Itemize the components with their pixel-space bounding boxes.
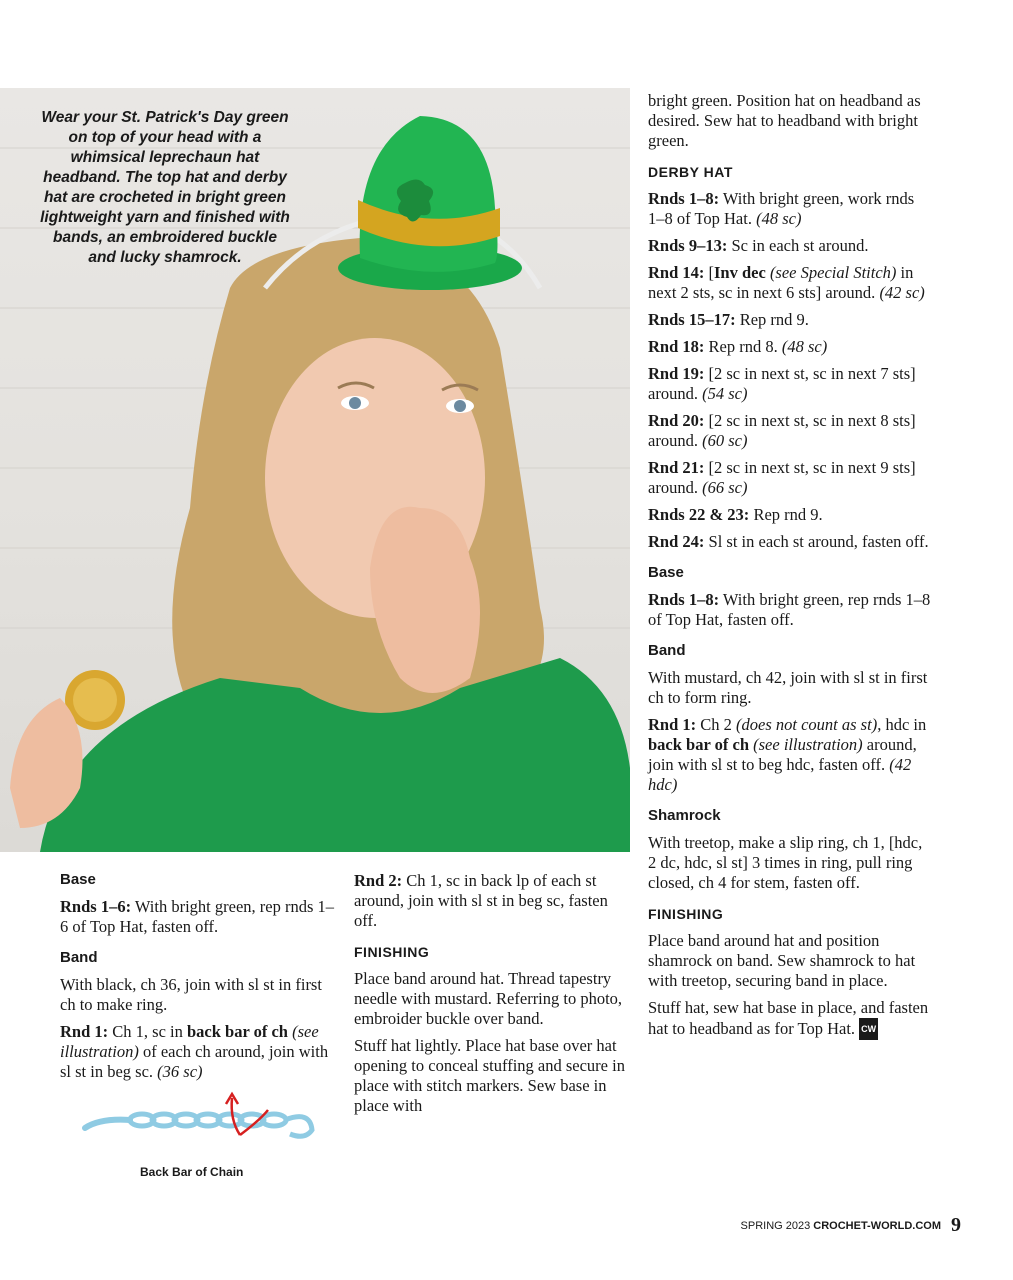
footer-credit: [741, 1220, 941, 1232]
intro-paragraph: bright green. Position hat on headband as desired. Sew hat to headband with bright green.: [648, 91, 921, 150]
derby-row: Rnd 18: Rep rnd 8. (48 sc): [648, 337, 828, 356]
derby-row: Rnds 22 & 23: Rep rnd 9.: [648, 505, 823, 524]
derby-row: Rnds 9–13: Sc in each st around.: [648, 236, 869, 255]
band-paragraph-1-left: With black, ch 36, join with sl st in first ch to make ring.: [60, 975, 322, 1014]
derby-row: Rnd 14: [Inv dec (see Special Stitch) in next 2 sts, sc in next 6 sts] around. (42 sc): [648, 263, 925, 302]
derby-row: Rnd 20: [2 sc in next st, sc in next 8 sts] around. (60 sc): [648, 411, 916, 450]
derby-row: Rnd 21: [2 sc in next st, sc in next 9 sts] around. (66 sc): [648, 458, 916, 497]
derby-row: Rnds 1–8: With bright green, work rnds 1–8 of Top Hat. (48 sc): [648, 189, 915, 228]
shamrock-heading: Shamrock: [648, 807, 721, 824]
band-heading-right: Band: [648, 642, 686, 659]
base-heading-right: Base: [648, 564, 684, 581]
band-paragraph-2-right: Rnd 1: Ch 2 (does not count as st), hdc in back bar of ch (see illustration) around, join with sl st to beg hdc, fasten off. (42 hdc): [648, 715, 927, 794]
rnd2-paragraph: Rnd 2: Ch 1, sc in back lp of each st around, join with sl st in beg sc, fasten off.: [354, 871, 608, 930]
derby-row: Rnds 15–17: Rep rnd 9.: [648, 310, 809, 329]
base-paragraph-left: Rnds 1–6: With bright green, rep rnds 1–6 of Top Hat, fasten off.: [60, 897, 335, 936]
footer-magazine: CROCHET-WORLD.COM: [813, 1220, 941, 1232]
band-heading-left: Band: [60, 949, 98, 966]
derby-hat-heading: DERBY HAT: [648, 164, 733, 180]
illustration-label: Back Bar of Chain: [140, 1165, 244, 1179]
right-column: [648, 91, 933, 1047]
page-number: 9: [951, 1214, 961, 1236]
derby-row: Rnd 24: Sl st in each st around, fasten off.: [648, 532, 929, 551]
finishing-heading-mid: FINISHING: [354, 944, 430, 960]
derby-row: Rnd 19: [2 sc in next st, sc in next 7 sts] around. (54 sc): [648, 364, 916, 403]
base-paragraph-right: Rnds 1–8: With bright green, rep rnds 1–8 of Top Hat, fasten off.: [648, 590, 931, 629]
band-paragraph-1-right: With mustard, ch 42, join with sl st in first ch to form ring.: [648, 668, 928, 707]
finishing-paragraph-1-mid: Place band around hat. Thread tapestry needle with mustard. Referring to photo, embroider buckle over band.: [354, 969, 623, 1028]
middle-column: [354, 871, 629, 1123]
finishing-paragraph-1-right: Place band around hat and position shamrock on band. Sew shamrock to hat with treetop, securing band in place.: [648, 931, 916, 990]
footer-issue: SPRING 2023: [740, 1220, 814, 1232]
base-heading-left: Base: [60, 871, 96, 888]
cw-end-logo: CW: [859, 1018, 878, 1040]
shamrock-paragraph: With treetop, make a slip ring, ch 1, [hdc, 2 dc, hdc, sl st] 3 times in ring, pull ring closed, ch 4 for stem, fasten off.: [648, 833, 923, 892]
hero-photo: [0, 88, 630, 852]
band-paragraph-2-left: Rnd 1: Ch 1, sc in back bar of ch (see illustration) of each ch around, join with sl st in beg sc. (36 sc): [60, 1022, 329, 1081]
derby-rows: [648, 189, 933, 552]
finishing-paragraph-2-mid: Stuff hat lightly. Place hat base over hat opening to conceal stuffing and secure in place with stitch markers. Sew base in place with: [354, 1036, 625, 1115]
back-bar-chain-illustration: [80, 1090, 320, 1150]
photo-caption: Wear your St. Patrick's Day green on top of your head with a whimsical leprechaun hat headband. The top hat and derby hat are crocheted in bright green lightweight yarn and finished with bands, an embroidered buckle and lucky shamrock.: [40, 109, 290, 266]
left-column: [60, 871, 340, 1089]
finishing-heading-right: FINISHING: [648, 906, 724, 922]
finishing-paragraph-2-right: Stuff hat, sew hat base in place, and fasten hat to headband as for Top Hat. CW: [648, 998, 929, 1038]
